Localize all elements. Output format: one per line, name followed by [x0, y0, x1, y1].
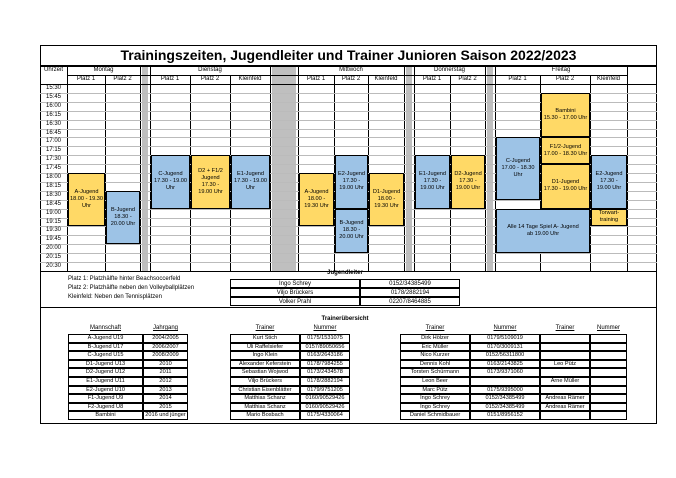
trainer-cell: 0175/4330064 [300, 411, 350, 420]
trainer-cell: D2-Jugend U12 [68, 368, 143, 377]
section-line [40, 307, 657, 308]
time-label: 17:45 [45, 165, 61, 172]
trainer-cell: 2016 und jünger [143, 411, 188, 420]
trainer-cell: 0151/8956152 [470, 411, 540, 420]
trainer-cell: Kurt Stich [230, 334, 300, 343]
place-header: Kleinfeld [596, 76, 620, 82]
time-label: 16:45 [45, 129, 61, 136]
trainer-cell: A-Jugend U19 [68, 334, 143, 343]
time-label: 17:30 [45, 156, 61, 163]
trainer-cell: Andreas Rämer [540, 403, 590, 412]
trainer-title: Trainerübersicht [321, 316, 369, 322]
jugendleiter-name: Ingo Schrey [230, 279, 360, 288]
trainer-cell: 0173/2434578 [300, 368, 350, 377]
place-header: Platz 2 [341, 76, 361, 82]
time-label: 19:15 [45, 218, 61, 225]
day-header-donnerstag: Donnerstag [433, 67, 466, 73]
trainer-header-0: Mannschaft [89, 325, 122, 331]
trainer-cell: Leon Beer [400, 377, 470, 386]
trainer-cell: Ingo Klein [230, 351, 300, 360]
time-label: 18:30 [45, 191, 61, 198]
training-slot-fr-c: C-Jugend 17.00 - 18.30 Uhr [496, 137, 540, 199]
trainer-cell: 0175/1531075 [300, 334, 350, 343]
legend-line: Platz 2: Platzhälfte neben den Volleyballplätzen [68, 285, 195, 291]
place-header: Platz 1 [508, 76, 527, 82]
place-header: Platz 2 [555, 76, 575, 82]
column-line [140, 66, 141, 271]
trainer-cell: Uli Raffelsiefer [230, 343, 300, 352]
day-separator [406, 66, 412, 271]
legend-line: Platz 1: Platzhälfte hinter Beachsoccerfeld [68, 276, 181, 282]
legend-line: Kleinfeld: Neben den Tennisplätzen [68, 294, 162, 300]
trainer-cell: 0175/9395000 [470, 386, 540, 395]
time-label: 15:45 [45, 93, 61, 100]
jugendleiter-title: Jugendleiter [327, 270, 363, 276]
training-slot-fr-bambini: Bambini 15.30 - 17.00 Uhr [541, 93, 590, 138]
place-header: Platz 2 [113, 76, 132, 82]
trainer-cell: 0179/9751205 [300, 386, 350, 395]
trainer-cell [590, 368, 627, 377]
trainer-header-6: Trainer [555, 325, 575, 331]
day-separator [142, 66, 148, 271]
trainer-cell: Torsten Schürmann [400, 368, 470, 377]
jugendleiter-name: Volker Prahl [230, 297, 360, 306]
trainer-cell [590, 360, 627, 369]
training-slot-fr-torwart: Torwart- training [591, 209, 627, 227]
trainer-cell: E2-Jugend U10 [68, 386, 143, 395]
training-slot-do-e1: E1-Jugend 17.30 - 19.00 Uhr [415, 155, 450, 208]
trainer-cell: D1-Jugend U13 [68, 360, 143, 369]
trainer-cell [540, 343, 590, 352]
trainer-cell: 2010 [143, 360, 188, 369]
time-label: 19:45 [45, 236, 61, 243]
jugendleiter-phone: 02207/8464885 [360, 297, 460, 306]
column-line [270, 66, 271, 271]
uhrzeit-header: Uhrzeit [43, 67, 63, 73]
trainer-cell: 0157/89050656 [300, 343, 350, 352]
training-slot-fr-d1: D1-Jugend 17.30 - 19.00 Uhr [541, 164, 590, 209]
trainer-cell: 0163/2143825 [470, 360, 540, 369]
trainer-cell: 2008/2009 [143, 351, 188, 360]
column-line [485, 66, 486, 271]
trainer-cell: 0170/3009131 [470, 343, 540, 352]
time-line [40, 253, 657, 254]
place-header: Kleinfeld [238, 76, 262, 82]
time-label: 18:15 [45, 182, 61, 189]
trainer-cell [590, 386, 627, 395]
trainer-cell: 2004/2005 [143, 334, 188, 343]
training-slot-mi-b: B-Jugend 18.30 - 20.00 Uhr [335, 209, 368, 254]
trainer-cell: 0173/9371060 [470, 368, 540, 377]
trainer-cell: C-Jugend U15 [68, 351, 143, 360]
time-label: 20:15 [45, 254, 61, 261]
time-label: 17:15 [45, 147, 61, 154]
trainer-cell: F1-Jugend U9 [68, 394, 143, 403]
training-slot-di-e1: E1-Jugend 17.30 - 19.00 Uhr [231, 155, 270, 208]
column-line [67, 66, 68, 271]
trainer-cell: Marc Pütz [400, 386, 470, 395]
trainer-cell [470, 377, 540, 386]
trainer-cell: Daniel Schmidbauer [400, 411, 470, 420]
trainer-cell [540, 386, 590, 395]
trainer-cell: 0179/5109019 [470, 334, 540, 343]
trainer-header-3: Nummer [313, 325, 337, 331]
time-label: 16:30 [45, 120, 61, 127]
trainer-cell: Alexander Keferstein [230, 360, 300, 369]
trainer-cell: Viljo Brückers [230, 377, 300, 386]
trainer-cell [590, 343, 627, 352]
place-header: Platz 1 [76, 76, 96, 82]
trainer-cell [540, 411, 590, 420]
trainer-cell: 0152/56311800 [470, 351, 540, 360]
place-header: Platz 2 [200, 76, 220, 82]
place-header: Platz 1 [160, 76, 180, 82]
time-label: 19:30 [45, 227, 61, 234]
time-label: 19:00 [45, 209, 61, 216]
trainer-cell [590, 411, 627, 420]
day-header-dienstag: Dienstag [198, 67, 222, 73]
time-label: 16:15 [45, 111, 61, 118]
trainer-cell: 2015 [143, 403, 188, 412]
trainer-cell: 2014 [143, 394, 188, 403]
trainer-cell: 0160/90529426 [300, 394, 350, 403]
trainer-cell: 0152/34385499 [470, 403, 540, 412]
day-header-montag: Montag [93, 67, 114, 73]
training-slot-mo-b: B-Jugend 18.30 - 20.00 Uhr [106, 191, 140, 244]
place-header: Platz 1 [422, 76, 442, 82]
time-label: 16:00 [45, 102, 61, 109]
trainer-cell: Arne Müller [540, 377, 590, 386]
time-label: 18:00 [45, 174, 61, 180]
trainer-cell: Bambini [68, 411, 143, 420]
trainer-cell: Andreas Rämer [540, 394, 590, 403]
day-separator [272, 66, 296, 271]
trainer-header-5: Nummer [493, 325, 517, 331]
time-label: 20:30 [45, 263, 61, 269]
trainer-header-2: Trainer [255, 325, 275, 331]
trainer-cell [590, 394, 627, 403]
trainer-cell: 0160/90529426 [300, 403, 350, 412]
training-slot-mi-d1: D1-Jugend 18.00 - 19.30 Uhr [369, 173, 404, 226]
time-label: 18:45 [45, 200, 61, 207]
training-slot-mo-a: A-Jugend 18.00 - 19.30 Uhr [68, 173, 105, 226]
trainer-cell: Nico Kurzer [400, 351, 470, 360]
training-slot-fr-f12: F1/2-Jugend 17.00 - 18.30 Uhr [541, 137, 590, 164]
trainer-cell [590, 334, 627, 343]
trainer-cell: Christian Eisenblätter [230, 386, 300, 395]
trainer-header-7: Nummer [596, 325, 620, 331]
trainer-cell: 0178/2882194 [300, 377, 350, 386]
time-line [40, 262, 657, 263]
trainer-cell: 2011 [143, 368, 188, 377]
trainer-cell: Eric Müller [400, 343, 470, 352]
trainer-cell [590, 377, 627, 386]
trainer-cell: Ingo Schrey [400, 394, 470, 403]
jugendleiter-phone: 0152/34385499 [360, 279, 460, 288]
trainer-cell: Leo Pütz [540, 360, 590, 369]
trainer-cell: 0152/34385499 [470, 394, 540, 403]
time-label: 15:30 [45, 85, 61, 91]
training-slot-mi-a: A-Jugend 18.00 - 19.30 Uhr [299, 173, 334, 226]
trainer-cell [590, 403, 627, 412]
jugendleiter-phone: 0178/2882194 [360, 288, 460, 297]
trainer-cell: Sebastian Wojwod [230, 368, 300, 377]
trainer-cell: Dennis Kohl [400, 360, 470, 369]
trainer-cell: 2012 [143, 377, 188, 386]
trainer-cell: 0163/2643186 [300, 351, 350, 360]
training-slot-di-d2: D2 + F1/2 Jugend 17.30 - 19.00 Uhr [191, 155, 230, 208]
trainer-cell [540, 351, 590, 360]
day-header-freitag: Freitag [551, 67, 571, 73]
time-label: 17:00 [45, 138, 61, 145]
day-separator [487, 66, 493, 271]
header-line [40, 84, 657, 85]
place-header: Kleinfeld [374, 76, 398, 82]
trainer-cell: 0178/7984255 [300, 360, 350, 369]
trainer-cell: 2006/2007 [143, 343, 188, 352]
trainer-header-4: Trainer [425, 325, 445, 331]
trainer-cell: B-Jugend U17 [68, 343, 143, 352]
column-line [404, 66, 405, 271]
page-title: Trainingszeiten, Jugendleiter und Trainer Junioren Saison 2022/2023 [40, 45, 657, 66]
column-line [627, 66, 628, 271]
place-header: Platz 1 [306, 76, 326, 82]
trainer-cell: 2013 [143, 386, 188, 395]
day-header-mittwoch: Mittwoch [339, 67, 363, 73]
time-label: 20:00 [45, 245, 61, 252]
trainer-cell [540, 334, 590, 343]
trainer-cell [590, 351, 627, 360]
training-slot-mi-e2: E2-Jugend 17.30 - 19.00 Uhr [335, 155, 368, 208]
trainer-header-1: Jahrgang [152, 325, 179, 331]
column-line [298, 66, 299, 271]
trainer-cell: Mario Bosbach [230, 411, 300, 420]
trainer-cell: F2-Jugend U8 [68, 403, 143, 412]
place-header: Platz 2 [458, 76, 477, 82]
trainer-cell: Matthias Schanz [230, 403, 300, 412]
trainer-cell: Dirk Hölzer [400, 334, 470, 343]
trainer-cell: Matthias Schanz [230, 394, 300, 403]
trainer-cell: Ingo Schrey [400, 403, 470, 412]
trainer-cell [540, 368, 590, 377]
training-slot-do-d2: D2-Jugend 17.30 - 19.00 Uhr [451, 155, 485, 208]
training-slot-di-c: C-Jugend 17.30 - 19.00 Uhr [151, 155, 190, 208]
trainer-cell: E1-Jugend U11 [68, 377, 143, 386]
training-slot-fr-a_spiel: Alle 14 Tage Spiel A- Jugend ab 19.00 Uhr [496, 209, 590, 254]
jugendleiter-name: Viljo Brückers [230, 288, 360, 297]
training-slot-fr-e2: E2-Jugend 17.30 - 19.00 Uhr [591, 155, 627, 208]
